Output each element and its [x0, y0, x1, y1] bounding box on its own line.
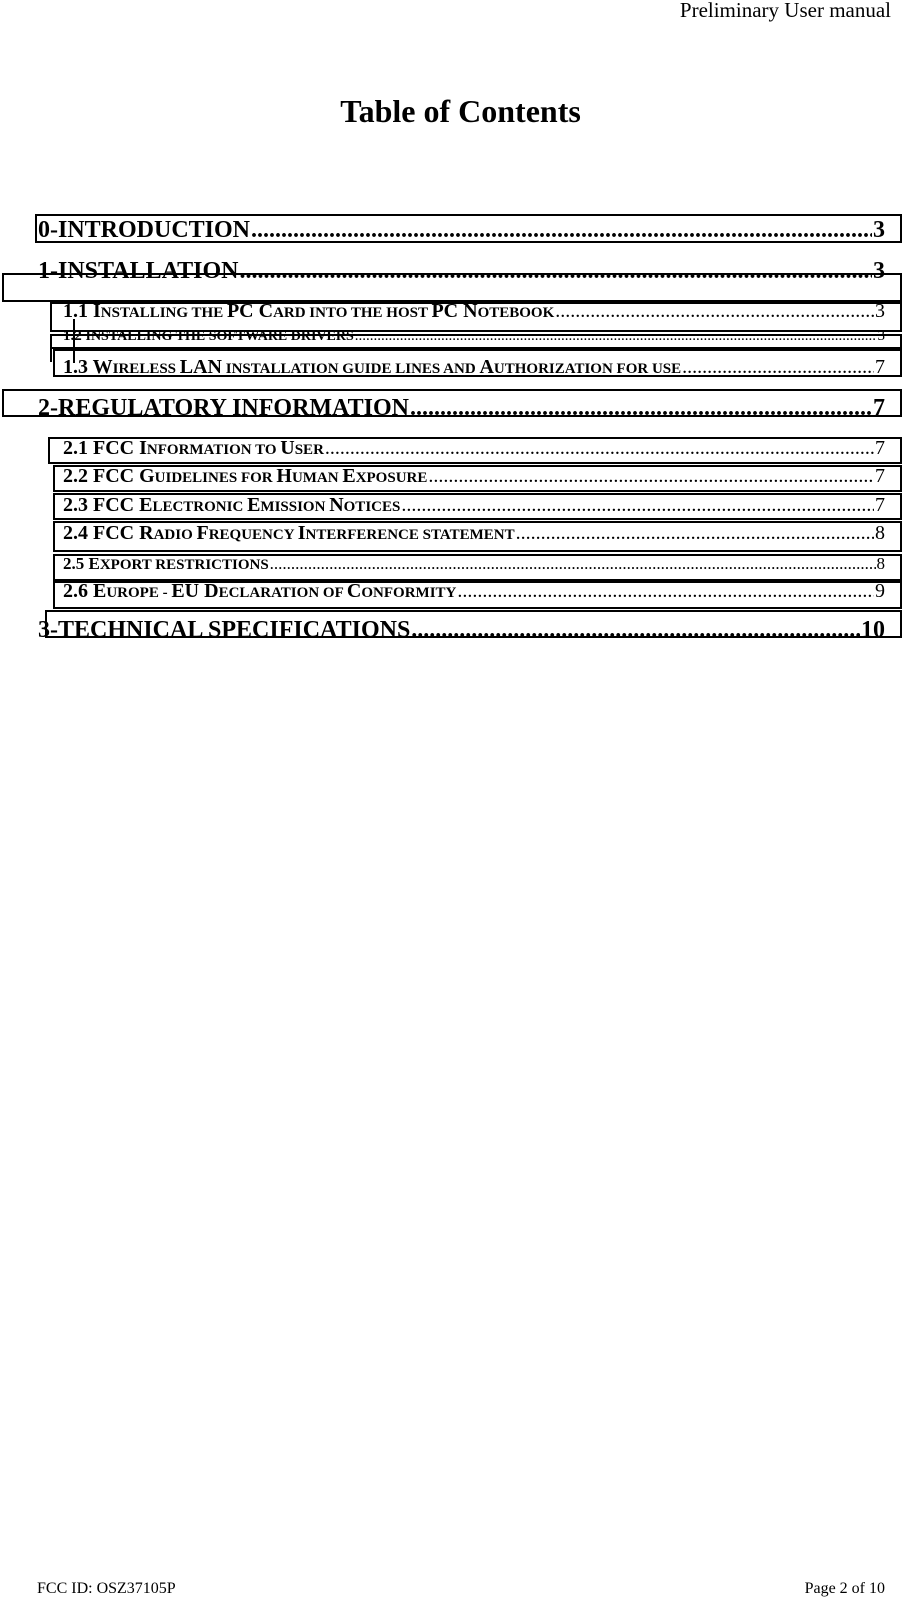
- toc-page-number: 3: [877, 328, 885, 344]
- toc-entry-2-6[interactable]: [63, 580, 885, 603]
- toc-leader: [270, 554, 876, 574]
- footer-page-number: Page 2 of 10: [804, 1580, 885, 1597]
- toc-page-number: 3: [873, 258, 885, 284]
- toc-label: 2.1 FCC INFORMATION TO USER: [63, 437, 324, 459]
- toc-page-number: 3: [875, 300, 885, 322]
- toc-entry-1-1[interactable]: [63, 300, 885, 323]
- toc-label: 3-TECHNICAL SPECIFICATIONS: [38, 617, 411, 643]
- toc-label: 2.2 FCC GUIDELINES FOR HUMAN EXPOSURE: [63, 465, 428, 487]
- toc-entry-2-5[interactable]: [63, 554, 885, 574]
- toc-leader: [239, 258, 872, 285]
- toc-page-number: 7: [875, 494, 885, 516]
- toc-page-number: 10: [861, 617, 885, 643]
- toc-page-number: 9: [875, 580, 885, 602]
- toc-entry-2-3[interactable]: [63, 494, 885, 517]
- toc-entry-regulatory[interactable]: [38, 395, 885, 422]
- toc-page-number: 7: [875, 356, 885, 378]
- toc-entry-2-1[interactable]: [63, 437, 885, 460]
- toc-entry-introduction[interactable]: [38, 217, 885, 244]
- toc-label: 2.5 EXPORT RESTRICTIONS: [63, 554, 269, 573]
- toc-entry-2-4[interactable]: [63, 522, 885, 545]
- toc-label: 1.2 INSTALLING THE SOFTWARE DRIVERS: [63, 328, 354, 344]
- toc-leader: [325, 437, 874, 460]
- toc-leader: [682, 356, 874, 379]
- toc-leader: [457, 580, 874, 603]
- toc-leader: [401, 494, 874, 517]
- toc-label: 1.3 WIRELESS LAN INSTALLATION GUIDE LINES AND AUTHORIZATION FOR USE: [63, 356, 682, 378]
- toc-leader: [428, 465, 874, 488]
- page-title: Table of Contents: [340, 93, 581, 129]
- toc-label: 1-INSTALLATION: [38, 258, 239, 284]
- toc-page-number: 7: [873, 395, 885, 421]
- toc-leader: [516, 522, 874, 545]
- toc-label: 2.4 FCC RADIO FREQUENCY INTERFERENCE STATEMENT: [63, 522, 515, 544]
- toc-page-number: 8: [875, 522, 885, 544]
- toc-page-number: 7: [875, 465, 885, 487]
- frame-divider: [50, 334, 52, 362]
- footer-fcc-id: FCC ID: OSZ37105P: [37, 1580, 176, 1597]
- toc-leader: [411, 617, 860, 644]
- toc-label: 2.3 FCC ELECTRONIC EMISSION NOTICES: [63, 494, 401, 516]
- toc-label: 2.6 EUROPE - EU DECLARATION OF CONFORMITY: [63, 580, 457, 602]
- toc-page-number: 7: [875, 437, 885, 459]
- toc-entry-installation[interactable]: [38, 258, 885, 285]
- header-document-label: Preliminary User manual: [679, 0, 891, 22]
- toc-label: 0-INTRODUCTION: [38, 217, 251, 243]
- toc-leader: [410, 395, 872, 422]
- toc-entry-technical[interactable]: [38, 617, 885, 644]
- toc-entry-2-2[interactable]: [63, 465, 885, 488]
- toc-leader: [555, 300, 874, 323]
- toc-leader: [355, 328, 877, 345]
- toc-label: 2-REGULATORY INFORMATION: [38, 395, 409, 421]
- toc-leader: [251, 217, 872, 244]
- toc-page-number: 8: [876, 554, 885, 573]
- toc-entry-1-2[interactable]: [63, 328, 885, 345]
- toc-label: 1.1 INSTALLING THE PC CARD INTO THE HOST PC NOTEBOOK: [63, 300, 555, 322]
- toc-entry-1-3[interactable]: [63, 356, 885, 379]
- toc-page-number: 3: [873, 217, 885, 243]
